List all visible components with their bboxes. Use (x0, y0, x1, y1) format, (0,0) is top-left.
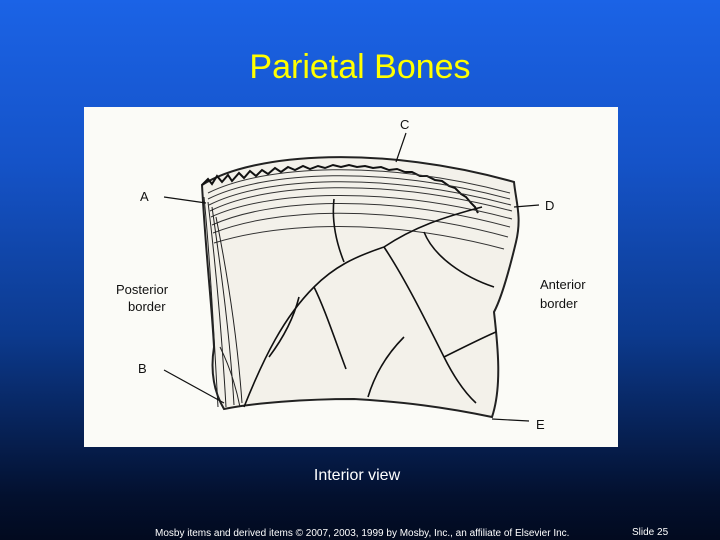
label-d: D (545, 198, 555, 213)
label-e: E (536, 417, 545, 432)
figure-caption: Interior view (313, 467, 401, 484)
label-posterior-line2: border (128, 299, 166, 314)
label-a: A (140, 189, 149, 204)
label-c: C (400, 117, 410, 132)
bone-drawing (84, 107, 618, 447)
label-b: B (138, 361, 147, 376)
label-anterior-line2: border (540, 296, 578, 311)
label-posterior-line1: Posterior (116, 282, 169, 297)
slide-title: Parietal Bones (249, 48, 471, 86)
copyright-footer: Mosby items and derived items © 2007, 2003, 1999 by Mosby, Inc., an affiliate of Elsevier Inc. (155, 528, 570, 539)
slide-number: Slide 25 (632, 527, 669, 538)
label-anterior-line1: Anterior (540, 277, 586, 292)
parietal-bone-illustration (84, 107, 618, 447)
